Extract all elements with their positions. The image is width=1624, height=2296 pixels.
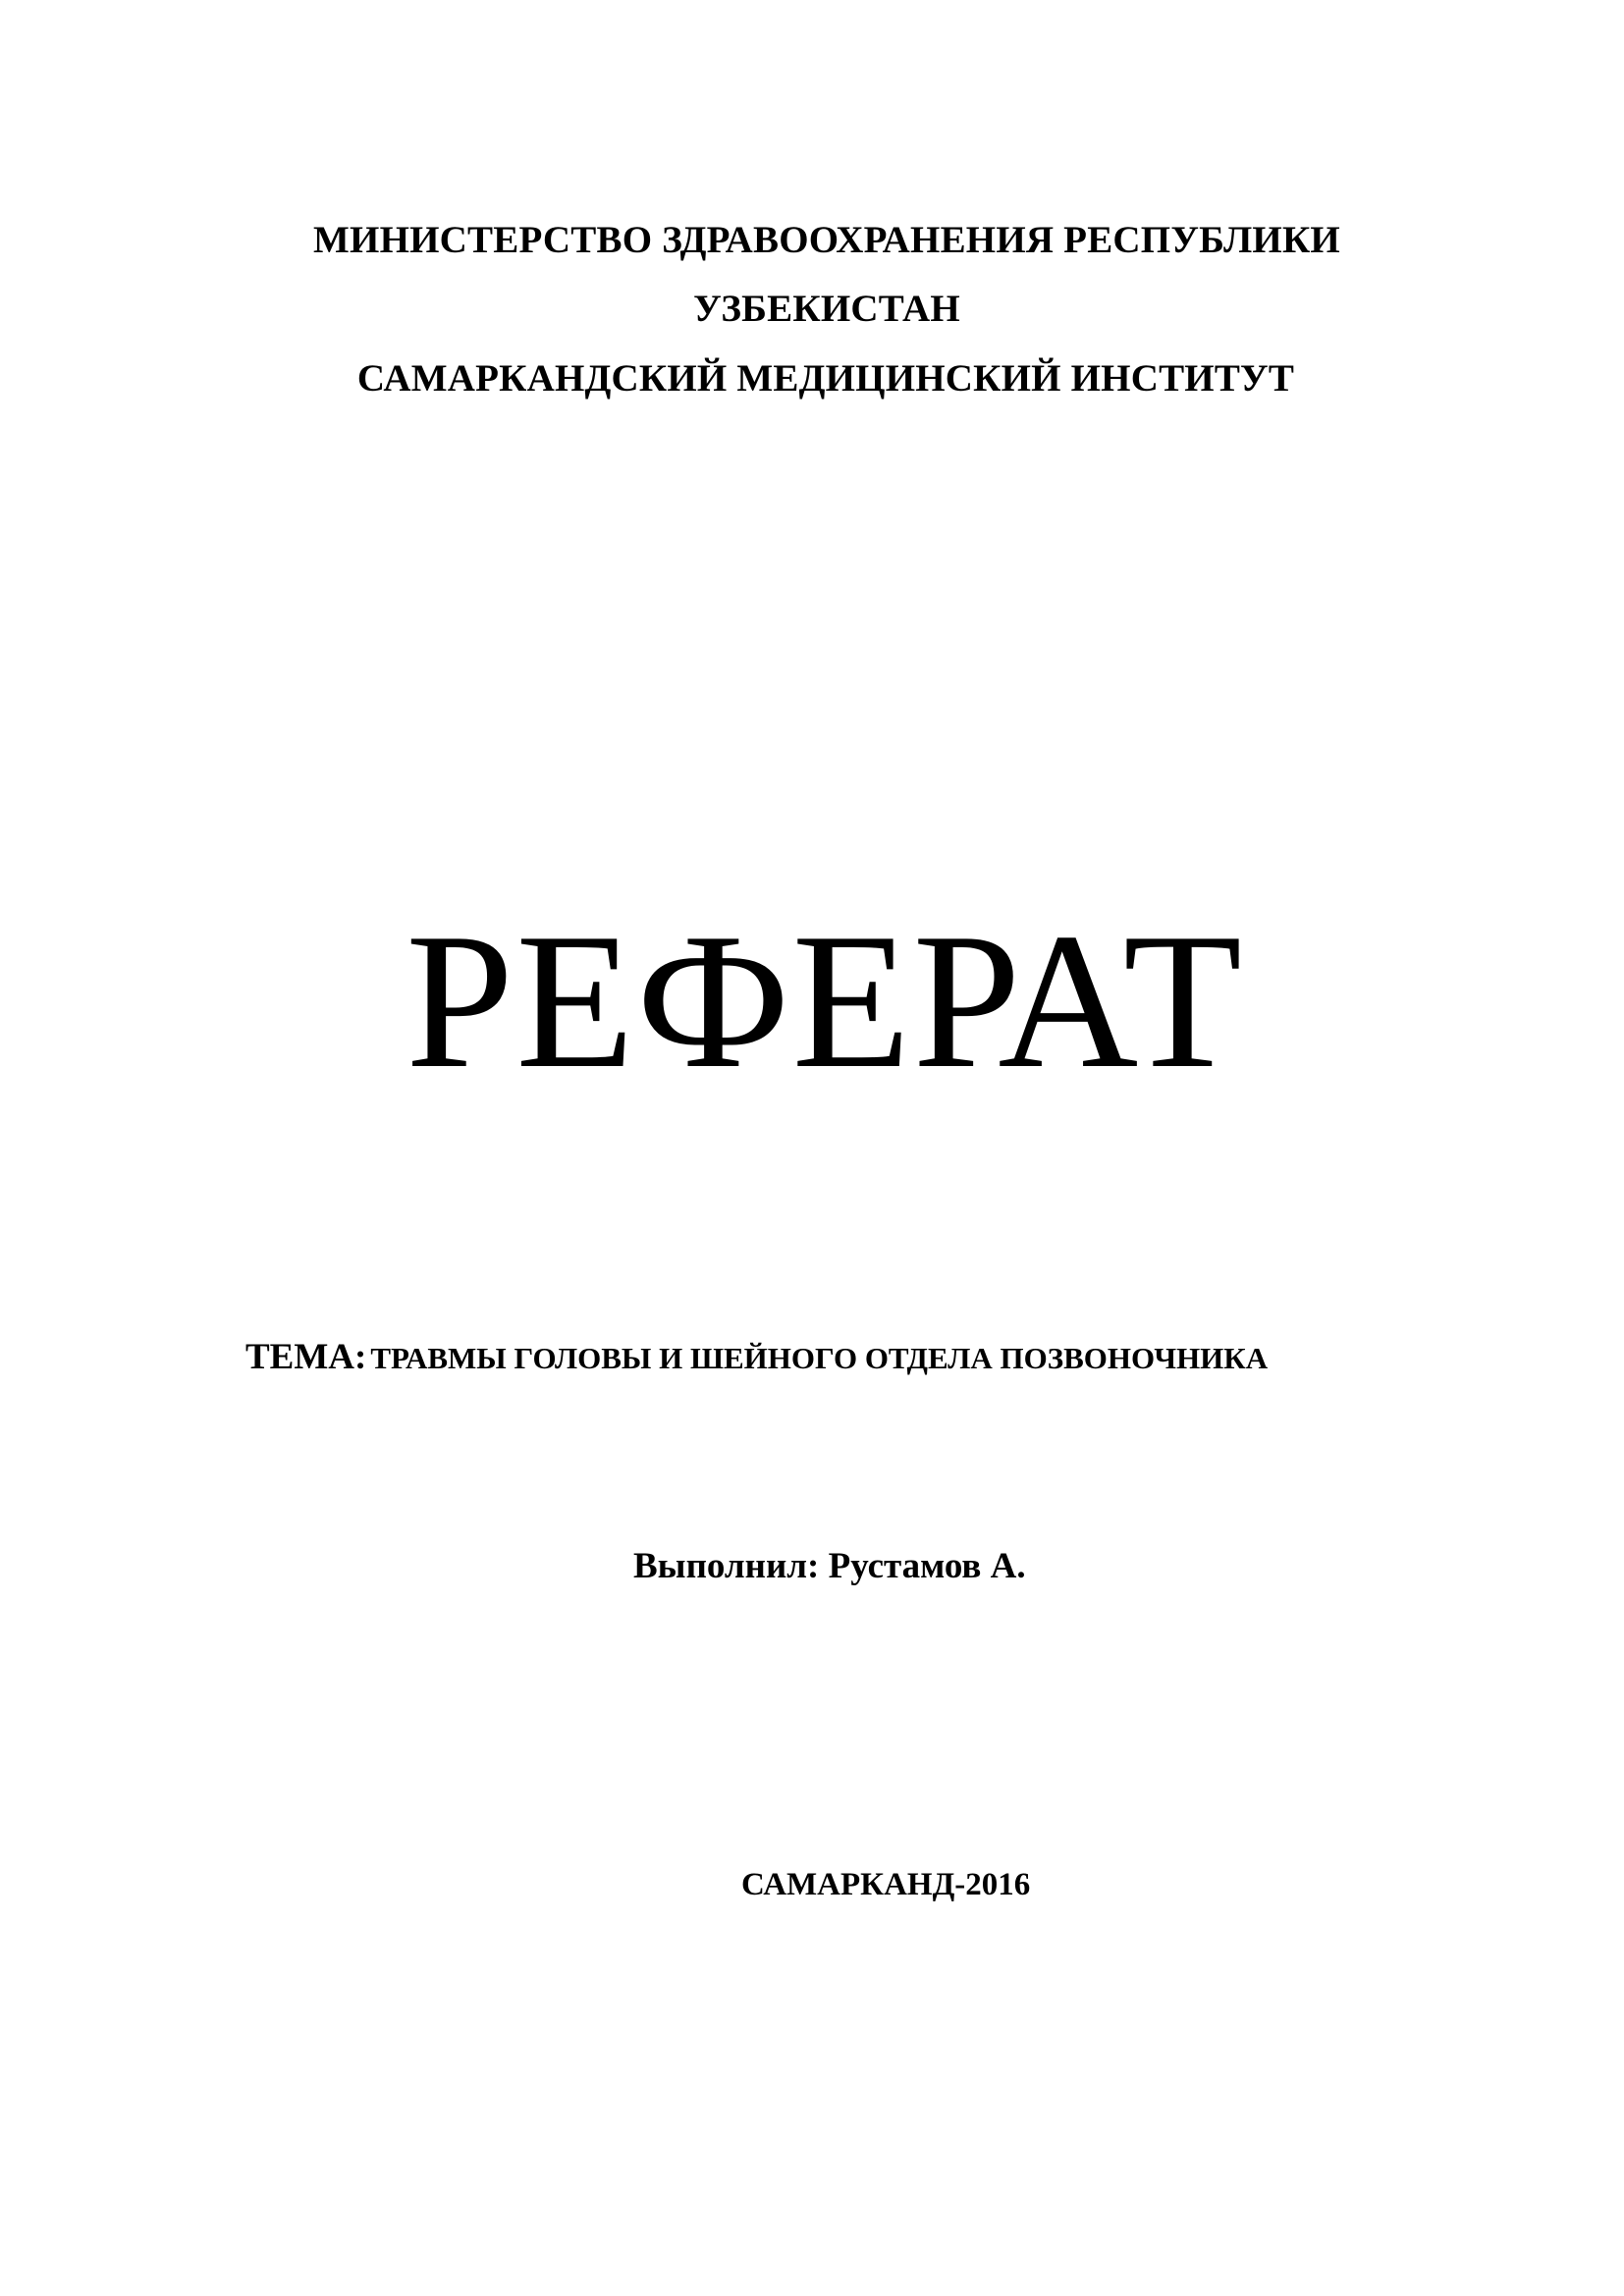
document-type-title: РЕФЕРАТ	[406, 893, 1244, 1108]
topic-text: ТРАВМЫ ГОЛОВЫ И ШЕЙНОГО ОТДЕЛА ПОЗВОНОЧНИКА	[370, 1341, 1269, 1375]
author-label: Выполнил:	[633, 1546, 820, 1586]
topic-line	[245, 1338, 1268, 1384]
city-year: САМАРКАНД-2016	[741, 1867, 1031, 1902]
institution-header	[0, 221, 1624, 398]
author-name: Рустамов А.	[828, 1546, 1026, 1586]
author-line	[633, 1547, 1026, 1586]
topic-label: ТЕМА:	[245, 1337, 367, 1377]
ministry-line-2: УЗБЕКИСТАН	[693, 288, 960, 330]
institute-name: САМАРКАНДСКИЙ МЕДИЦИНСКИЙ ИНСТИТУТ	[356, 357, 1295, 400]
ministry-line-1: МИНИСТЕРСТВО ЗДРАВООХРАНЕНИЯ РЕСПУБЛИКИ	[313, 219, 1340, 261]
